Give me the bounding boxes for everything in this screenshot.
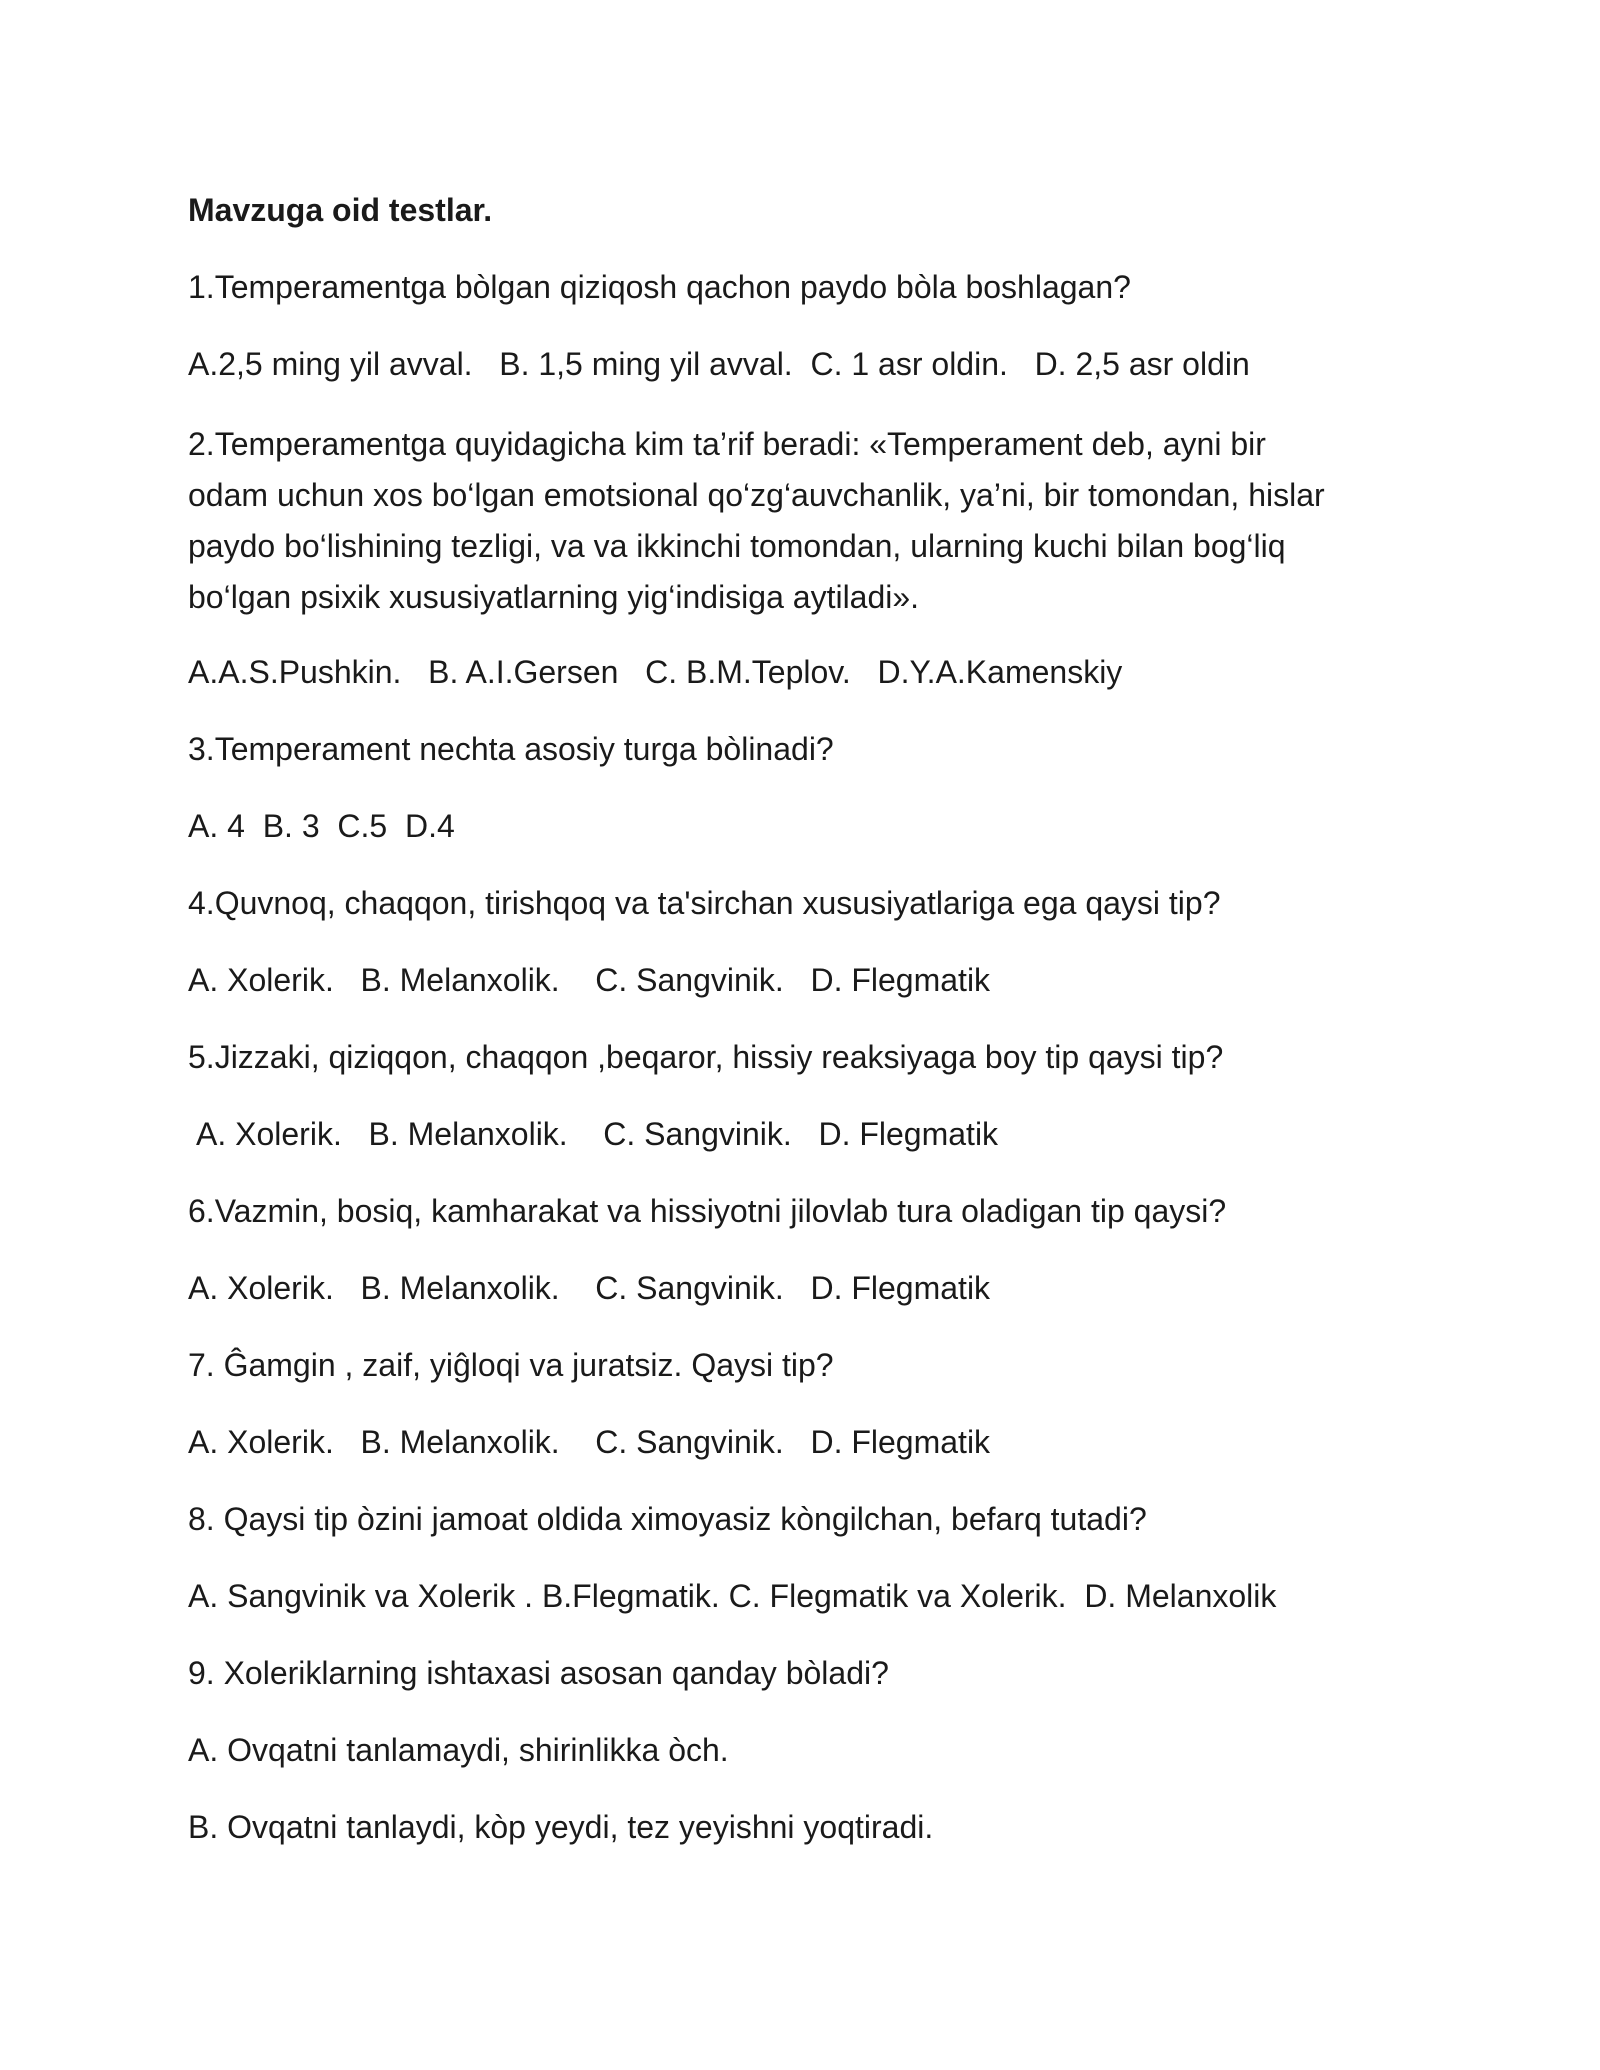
answer-9b: B. Ovqatni tanlaydi, kòp yeydi, tez yeyishni yoqtiradi. [188, 1809, 934, 1845]
answers-5: A. Xolerik. B. Melanxolik. C. Sangvinik. D. Flegmatik [196, 1116, 999, 1152]
answers-2: A.A.S.Pushkin. B. A.I.Gersen C. B.M.Teplov. D.Y.A.Kamenskiy [188, 654, 1123, 690]
answers-7: A. Xolerik. B. Melanxolik. C. Sangvinik. D. Flegmatik [188, 1424, 991, 1460]
page-title: Mavzuga oid testlar. [188, 192, 493, 228]
answers-4: A. Xolerik. B. Melanxolik. C. Sangvinik. D. Flegmatik [188, 962, 991, 998]
question-7: 7. Ĝamgin , zaif, yiĝloqi va juratsiz. Qaysi tip? [188, 1347, 834, 1383]
question-2-line: bo‘lgan psixik xususiyatlarning yig‘indisiga aytiladi». [188, 579, 920, 615]
answers-8: A. Sangvinik va Xolerik . B.Flegmatik. C. Flegmatik va Xolerik. D. Melanxolik [188, 1578, 1277, 1614]
answers-1: A.2,5 ming yil avval. B. 1,5 ming yil avval. C. 1 asr oldin. D. 2,5 asr oldin [188, 346, 1250, 382]
document-body [188, 188, 1408, 1882]
question-8: 8. Qaysi tip òzini jamoat oldida ximoyasiz kòngilchan, befarq tutadi? [188, 1501, 1147, 1537]
answer-9a: A. Ovqatni tanlamaydi, shirinlikka òch. [188, 1732, 729, 1768]
question-2 [188, 419, 1408, 623]
question-5: 5.Jizzaki, qiziqqon, chaqqon ,beqaror, hissiy reaksiyaga boy tip qaysi tip? [188, 1039, 1224, 1075]
question-1: 1.Temperamentga bòlgan qiziqosh qachon paydo bòla boshlagan? [188, 269, 1131, 305]
question-2-line: odam uchun xos bo‘lgan emotsional qo‘zg‘auvchanlik, ya’ni, bir tomondan, hislar [188, 477, 1325, 513]
question-3: 3.Temperament nechta asosiy turga bòlinadi? [188, 731, 834, 767]
answers-6: A. Xolerik. B. Melanxolik. C. Sangvinik. D. Flegmatik [188, 1270, 991, 1306]
question-6: 6.Vazmin, bosiq, kamharakat va hissiyotni jilovlab tura oladigan tip qaysi? [188, 1193, 1227, 1229]
question-4: 4.Quvnoq, chaqqon, tirishqoq va ta'sirchan xususiyatlariga ega qaysi tip? [188, 885, 1221, 921]
question-2-line: 2.Temperamentga quyidagicha kim ta’rif beradi: «Temperament deb, ayni bir [188, 426, 1266, 462]
question-2-line: paydo bo‘lishining tezligi, va va ikkinchi tomondan, ularning kuchi bilan bog‘liq [188, 528, 1286, 564]
answers-3: A. 4 B. 3 C.5 D.4 [188, 808, 455, 844]
question-9: 9. Xoleriklarning ishtaxasi asosan qanday bòladi? [188, 1655, 889, 1691]
